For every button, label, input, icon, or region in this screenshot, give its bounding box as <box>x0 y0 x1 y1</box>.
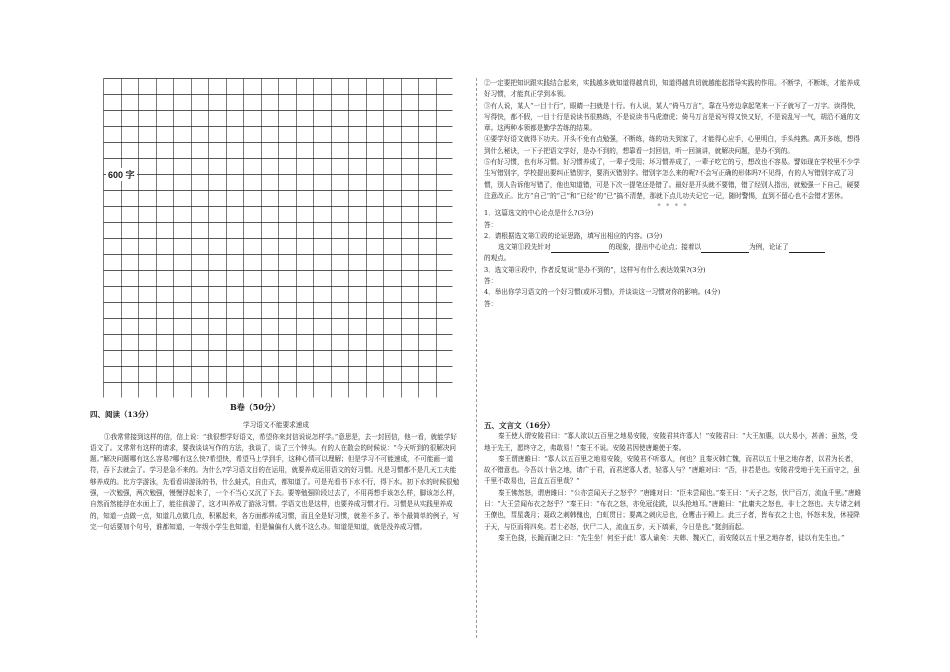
essay-paragraph-5: ⑤有好习惯，也有坏习惯。好习惯养成了，一辈子受用；坏习惯养成了，一辈子吃它的亏，想改也不容易。譬如现在学校里不少学生写错别字，学校提出要纠正错别字，要消灭错别字。错别字怎么来的呢?不会写正确的形体吗?不见得，有的人写错别字成了习惯，别人告诉他写错了，他也知道错，可是下次一提笔还是错了。最好是开头就不要错，错了经别人指出，就勉强一下自己，硬要注意改正。比方“自己”的“己”和“已经”的“已”搞不清楚，那就下点儿功夫记它一记，随时警惕，直到不留心也不会错才罢休。 <box>484 158 860 200</box>
classical-section-title: 五、文言文（16分） <box>484 421 555 430</box>
fill-blank-3[interactable] <box>789 245 825 253</box>
fill-blank-1[interactable] <box>551 245 609 253</box>
essay-paragraph-2: ②一定要把知识跟实践结合起来，实践越多就知道得越真切，知道得越真切就越能起指导实践的作用。不断学，不断练，才能养成好习惯，才能真正学到本领。 <box>484 79 860 99</box>
answer-1-label: 答： <box>484 220 498 229</box>
question-3: 3．选文第④段中，作者反复说“是办不到的”，这样写有什么表达效果?(3分) <box>484 265 706 274</box>
fill-text-c: 为例，论证了 <box>749 243 789 252</box>
fill-blank-2[interactable] <box>701 245 749 253</box>
fill-text-b: 的现象，提出中心论点；接着以 <box>608 243 702 252</box>
answer-3-label: 答： <box>484 277 498 286</box>
essay-title: 学习语文不能要求速成 <box>243 421 309 430</box>
b-volume-title: B卷（50分） <box>230 402 280 412</box>
classical-paragraph-1: 秦王使人谓安陵君曰：“寡人欲以五百里之地易安陵，安陵君其许寡人！”安陵君曰：“大王加惠，以大易小，甚善；虽然，受地于先王，愿终守之，弗敢易！”秦王不说。安陵君因使唐雎使于秦。 <box>484 432 858 452</box>
question-2: 2．请根据选文第①段的论证思路，填写出相应的内容。(3分) <box>484 231 663 240</box>
composition-grid <box>103 78 453 398</box>
fill-text-a: 选文第①段先针对 <box>498 243 551 252</box>
reading-continued <box>484 78 862 310</box>
question-4: 4．举出你学习语文的一个好习惯(或坏习惯)，并谈谈这一习惯对你的影响。(4分) <box>484 288 721 297</box>
composition-grid-lines <box>103 78 453 398</box>
word-count-marker: 600 字 <box>108 170 135 180</box>
column-divider <box>476 78 477 638</box>
essay-paragraph-1: ①我常常接到这样的信，信上说：“我很想学好语文，希望你来封信说说怎样学。”意思是，去一封回信，他一看，就能学好语文了。又常常有这样的请求，要我谈谈写作的方法，我谈了，谈了三个钟头。有的人在散会的时候说：“今天听到的很解决问题。”解决问题哪有这么容易?哪有这么快?希望快，希望马上学到手，这种心情可以理解；但是学习不可能速成，不可能画一道符，吞下去就会了。学习是急不来的。为什么?学习语文目的在运用，就要养成运用语文的好习惯。凡是习惯都不是几天工夫能够养成的。比方学游泳，先看看讲游泳的书，什么蛙式，自由式，都知道了。可是光看书下水不行，得下水。初下水的时候很勉强，一次勉强，两次勉强，慢慢浮起来了，一个不当心又沉了下去。要等勉强阶段过去了，不用再想手该怎么样，脚该怎么样，自然而然能浮在水面上了，能往前游了，这才叫养成了游泳习惯。学语文也是这样，也要养成习惯才行。习惯是从实践里养成的，知道一点做一点，知道几点做几点，积累起来，各方面都养成习惯，而且全是好习惯，就差不多了。举个最简单的例子，写完一句话要加个句号，谁都知道，一年级小学生也知道，但是偏偏有人就不这么办。知道是知道，就是没养成习惯。 <box>90 432 460 531</box>
essay-paragraph-4: ④要学好语文就得下功夫。开头不免有点勉强，不断练，练的功夫到家了，才能得心应手，心里明白，手头纯熟。离开多练，想得到什么秘诀，一下子把语文学好，是办不到的，想靠看一封回信，听一回演讲，就解决问题，是办不到的。 <box>484 135 860 155</box>
reading-section <box>90 409 462 533</box>
classical-paragraph-3: 秦王怫然怒，谓唐雎曰：“公亦尝闻天子之怒乎？”唐雎对曰：“臣未尝闻也。”秦王曰：“天子之怒，伏尸百万，流血千里。”唐雎曰：“大王尝闻布衣之怒乎？”秦王曰：“布衣之怒，亦免冠徒跣，以头抢地耳。”唐雎曰：“此庸夫之怒也，非士之怒也。夫专诸之刺王僚也，彗星袭月；聂政之刺韩傀也，白虹贯日；要离之刺庆忌也，仓鹰击于殿上。此三子者，皆布衣之士也，怀怒未发，休祲降于天，与臣而将四矣。若士必怒，伏尸二人，流血五步，天下缟素，今日是也。”挺剑而起。 <box>484 488 862 531</box>
reading-section-title: 四、阅读（13分） <box>90 410 153 419</box>
classical-paragraph-4: 秦王色挠，长跪而谢之曰：“先生坐！何至于此！寡人谕矣：夫韩、魏灭亡，而安陵以五十里之地存者，徒以有先生也。” <box>498 533 845 542</box>
separator-mark: ※ ※ ※ ※ <box>657 202 689 208</box>
essay-paragraph-3: ③有人说，某人“一目十行”，眼睛一扫就是十行。有人说，某人“倚马万言”，靠在马旁边拿起笔来一下子就写了一万字。读得快，写得快，都不假，一目十行是说读书很熟练，不是说读书马虎潦虎；倚马万言是说写得又快又好，不是说乱写一气，胡沿不通的文章。这两种本领都是勤学苦练的结果。 <box>484 101 861 133</box>
classical-paragraph-2: 秦王谓唐雎曰：“寡人以五百里之地易安陵，安陵君不听寡人，何也？且秦灭韩亡魏，而君以五十里之地存者，以君为长者，故不错意也。今吾以十倍之地，请广于君，而君逆寡人者，轻寡人与？”唐雎对曰：“否，非若是也。安陵君受地于先王而守之，虽千里不敢易也，岂直五百里哉？” <box>484 454 860 486</box>
fill-text-d: 的观点。 <box>484 254 511 263</box>
answer-4-label: 答： <box>484 299 498 308</box>
question-2-fill <box>484 242 862 253</box>
question-1: 1．这篇选文的中心论点是什么?(3分) <box>484 209 594 218</box>
classical-chinese-section <box>484 420 862 544</box>
